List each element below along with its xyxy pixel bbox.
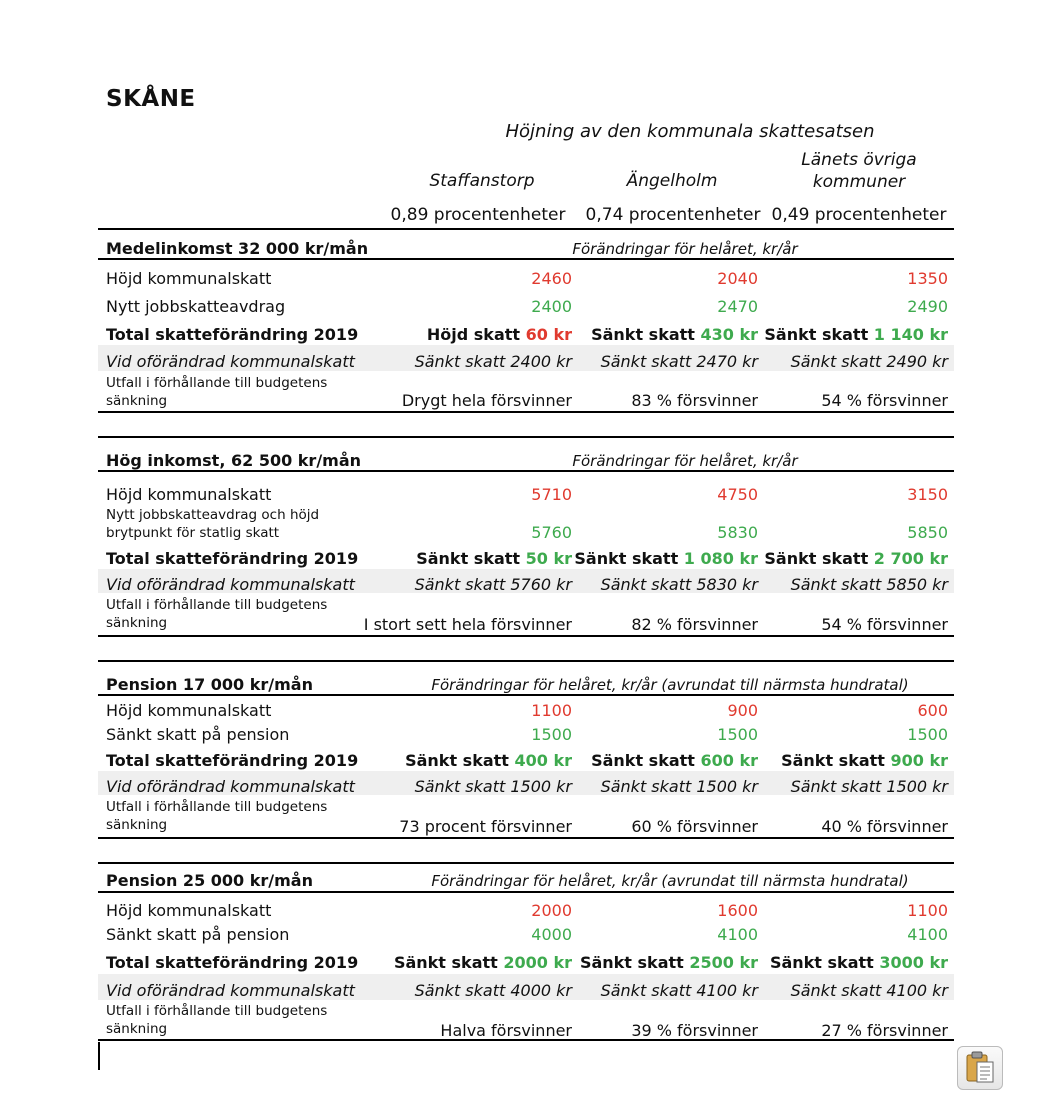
- value-jobb: 5850: [907, 523, 948, 542]
- value-pension: 1500: [717, 725, 758, 744]
- section-rule: [98, 258, 954, 260]
- section-title: Hög inkomst, 62 500 kr/mån: [106, 451, 362, 470]
- row-label-hojd: Höjd kommunalskatt: [106, 901, 272, 920]
- text-cursor: [98, 1042, 100, 1070]
- value-utfall: 54 % försvinner: [821, 391, 948, 410]
- value-total: Sänkt skatt 2 700 kr: [764, 549, 948, 568]
- value-vid: Sänkt skatt 4100 kr: [790, 981, 948, 1000]
- row-label-hojd: Höjd kommunalskatt: [106, 485, 272, 504]
- value-utfall: 54 % försvinner: [821, 615, 948, 634]
- value-pension: 4000: [531, 925, 572, 944]
- value-total: Sänkt skatt 600 kr: [591, 751, 758, 770]
- value-total: Höjd skatt 60 kr: [426, 325, 572, 344]
- section-rule: [98, 837, 954, 839]
- value-vid: Sänkt skatt 5830 kr: [600, 575, 758, 594]
- column-name-3: Länets övriga kommuner: [801, 150, 917, 192]
- section-note: Förändringar för helåret, kr/år (avrundat till närmsta hundratal): [431, 872, 909, 890]
- value-hojd: 4750: [717, 485, 758, 504]
- value-pension: 4100: [907, 925, 948, 944]
- row-label-utfall: Utfall i förhållande till budgetens sänkning: [106, 375, 328, 409]
- value-utfall: 27 % försvinner: [821, 1021, 948, 1040]
- section-rule: [98, 1039, 954, 1041]
- section-rule: [98, 862, 954, 864]
- row-label-utfall: Utfall i förhållande till budgetens sänkning: [106, 1003, 328, 1037]
- section-rule: [98, 694, 954, 696]
- value-vid: Sänkt skatt 1500 kr: [414, 777, 572, 796]
- row-label-utfall: Utfall i förhållande till budgetens sänkning: [106, 597, 328, 631]
- value-hojd: 2000: [531, 901, 572, 920]
- value-total: Sänkt skatt 900 kr: [781, 751, 948, 770]
- section-note: Förändringar för helåret, kr/år (avrundat till närmsta hundratal): [431, 676, 909, 694]
- section-rule: [98, 436, 954, 438]
- value-vid: Sänkt skatt 1500 kr: [790, 777, 948, 796]
- row-label-total: Total skatteförändring 2019: [106, 325, 359, 344]
- value-vid: Sänkt skatt 4100 kr: [600, 981, 758, 1000]
- value-utfall: 82 % försvinner: [631, 615, 758, 634]
- row-label-total: Total skatteförändring 2019: [106, 953, 359, 972]
- value-jobb: 2490: [907, 297, 948, 316]
- section-rule: [98, 228, 954, 230]
- value-jobb: 5760: [531, 523, 572, 542]
- row-label-total: Total skatteförändring 2019: [106, 751, 359, 770]
- value-hojd: 900: [727, 701, 758, 720]
- row-label-pension: Sänkt skatt på pension: [106, 725, 290, 744]
- value-hojd: 1100: [907, 901, 948, 920]
- value-hojd: 1350: [907, 269, 948, 288]
- row-label-jobb: Nytt jobbskatteavdrag: [106, 297, 286, 316]
- section-note: Förändringar för helåret, kr/år: [572, 452, 798, 470]
- column-pct-1: 0,89 procentenheter: [390, 205, 566, 225]
- value-hojd: 3150: [907, 485, 948, 504]
- column-pct-2: 0,74 procentenheter: [585, 205, 761, 225]
- section-note: Förändringar för helåret, kr/år: [572, 240, 798, 258]
- value-utfall: 73 procent försvinner: [399, 817, 572, 836]
- value-total: Sänkt skatt 3000 kr: [769, 953, 948, 972]
- value-jobb: 2470: [717, 297, 758, 316]
- value-total: Sänkt skatt 1 140 kr: [764, 325, 948, 344]
- value-vid: Sänkt skatt 4000 kr: [414, 981, 572, 1000]
- value-pension: 1500: [531, 725, 572, 744]
- value-utfall: 39 % försvinner: [631, 1021, 758, 1040]
- value-utfall: I stort sett hela försvinner: [363, 615, 572, 634]
- value-vid: Sänkt skatt 5850 kr: [790, 575, 948, 594]
- value-hojd: 2040: [717, 269, 758, 288]
- value-hojd: 1100: [531, 701, 572, 720]
- value-total: Sänkt skatt 430 kr: [591, 325, 758, 344]
- row-label-vid: Vid oförändrad kommunalskatt: [106, 575, 355, 594]
- row-label-vid: Vid oförändrad kommunalskatt: [106, 352, 355, 371]
- value-utfall: 60 % försvinner: [631, 817, 758, 836]
- value-vid: Sänkt skatt 2490 kr: [790, 352, 948, 371]
- value-total: Sänkt skatt 1 080 kr: [574, 549, 758, 568]
- value-utfall: Drygt hela försvinner: [401, 391, 572, 410]
- value-hojd: 1600: [717, 901, 758, 920]
- section-rule: [98, 635, 954, 637]
- row-label-vid: Vid oförändrad kommunalskatt: [106, 981, 355, 1000]
- value-total: Sänkt skatt 50 kr: [416, 549, 572, 568]
- value-vid: Sänkt skatt 1500 kr: [600, 777, 758, 796]
- value-jobb: 5830: [717, 523, 758, 542]
- clipboard-icon: [958, 1047, 1002, 1089]
- section-title: Pension 25 000 kr/mån: [106, 871, 313, 890]
- value-hojd: 5710: [531, 485, 572, 504]
- row-label-hojd: Höjd kommunalskatt: [106, 269, 272, 288]
- row-label-total: Total skatteförändring 2019: [106, 549, 359, 568]
- value-pension: 4100: [717, 925, 758, 944]
- section-title: Pension 17 000 kr/mån: [106, 675, 313, 694]
- section-rule: [98, 470, 954, 472]
- value-utfall: Halva försvinner: [440, 1021, 572, 1040]
- value-pension: 1500: [907, 725, 948, 744]
- value-total: Sänkt skatt 400 kr: [405, 751, 572, 770]
- column-pct-3: 0,49 procentenheter: [771, 205, 947, 225]
- page-title: SKÅNE: [106, 86, 196, 112]
- section-rule: [98, 411, 954, 413]
- value-hojd: 2460: [531, 269, 572, 288]
- value-hojd: 600: [917, 701, 948, 720]
- value-vid: Sänkt skatt 5760 kr: [414, 575, 572, 594]
- section-rule: [98, 660, 954, 662]
- row-label-hojd: Höjd kommunalskatt: [106, 701, 272, 720]
- section-rule: [98, 891, 954, 893]
- value-utfall: 40 % försvinner: [821, 817, 948, 836]
- value-utfall: 83 % försvinner: [631, 391, 758, 410]
- column-name-1: Staffanstorp: [429, 171, 535, 191]
- table-heading: Höjning av den kommunala skattesatsen: [505, 121, 875, 142]
- value-total: Sänkt skatt 2000 kr: [393, 953, 572, 972]
- row-label-jobb-hog: Nytt jobbskatteavdrag och höjd brytpunkt för statlig skatt: [106, 507, 320, 541]
- value-vid: Sänkt skatt 2470 kr: [600, 352, 758, 371]
- value-jobb: 2400: [531, 297, 572, 316]
- column-name-2: Ängelholm: [626, 171, 718, 191]
- paste-options-button[interactable]: [957, 1046, 1003, 1090]
- row-label-vid: Vid oförändrad kommunalskatt: [106, 777, 355, 796]
- row-label-pension: Sänkt skatt på pension: [106, 925, 290, 944]
- row-label-utfall: Utfall i förhållande till budgetens sänkning: [106, 799, 328, 833]
- section-title: Medelinkomst 32 000 kr/mån: [106, 239, 369, 258]
- value-vid: Sänkt skatt 2400 kr: [414, 352, 572, 371]
- value-total: Sänkt skatt 2500 kr: [579, 953, 758, 972]
